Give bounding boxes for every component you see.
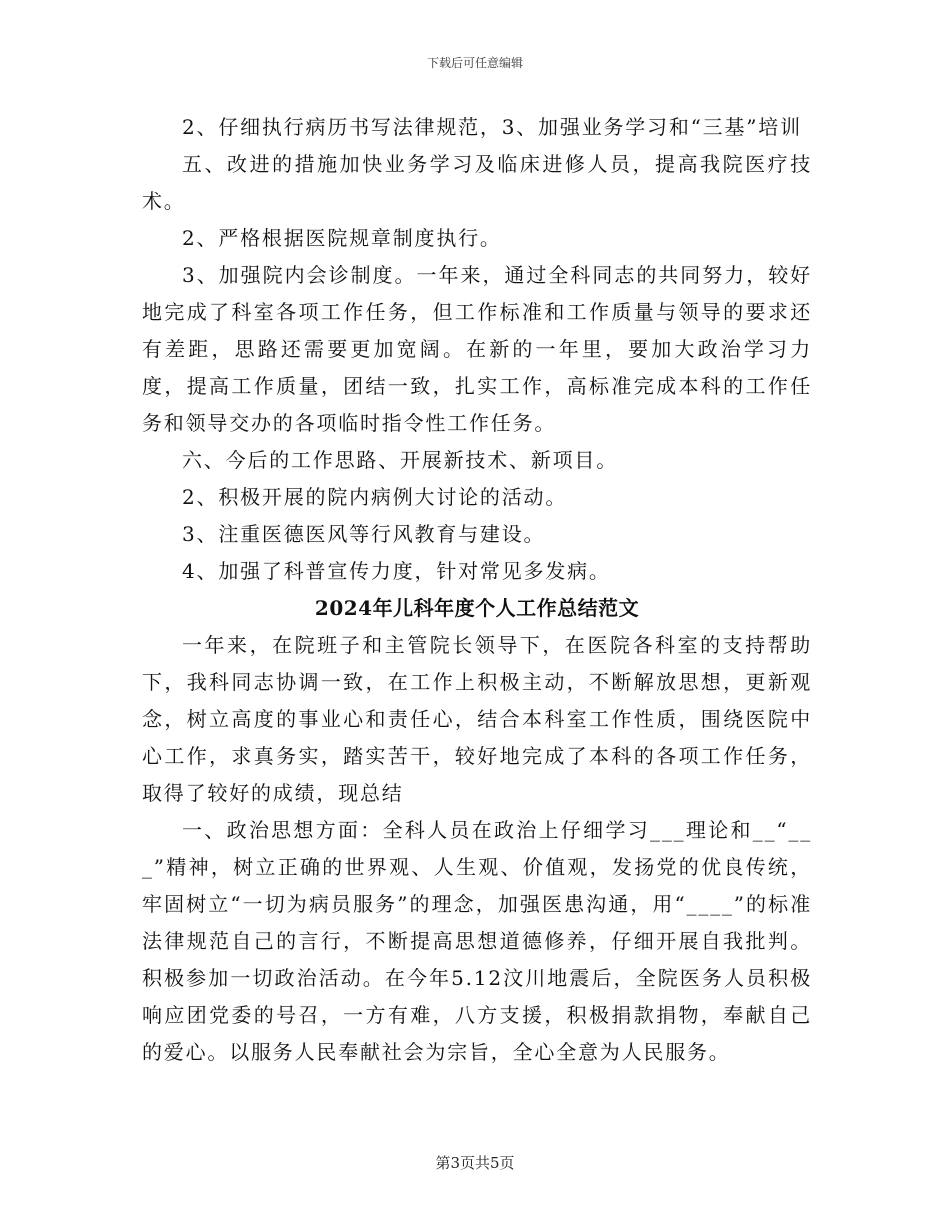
paragraph: 2、严格根据医院规章制度执行。: [182, 226, 502, 250]
paragraph: 3、注重医德医风等行风教育与建设。: [182, 522, 546, 546]
paragraph: 五、改进的措施加快业务学习及临床进修人员，提高我院医疗技术。: [142, 152, 812, 213]
section-title: 2024年儿科年度个人工作总结范文: [314, 596, 640, 620]
document-body: [142, 109, 812, 1071]
paragraph: 2、仔细执行病历书写法律规范，3、加强业务学习和“三基”培训: [182, 115, 802, 139]
paragraph: 4、加强了科普宣传力度，针对常见多发病。: [182, 559, 611, 583]
page-footer: 第3页共5页: [435, 1154, 515, 1172]
paragraph: 3、加强院内会诊制度。一年来，通过全科同志的共同努力，较好地完成了科室各项工作任务，但工作标准和工作质量与领导的要求还有差距，思路还需要更加宽阔。在新的一年里，要加大政治学习力度，提高工作质量，团结一致，扎实工作，高标准完成本科的工作任务和领导交办的各项临时指令性工作任务。: [142, 263, 812, 435]
paragraph: 一、政治思想方面：全科人员在政治上仔细学习___理论和__“___”精神，树立正确的世界观、人生观、价值观，发扬党的优良传统，牢固树立“一切为病员服务”的理念，加强医患沟通，用“____”的标准法律规范自己的言行，不断提高思想道德修养，仔细开展自我批判。积极参加一切政治活动。在今年5.12汶川地震后，全院医务人员积极响应团党委的号召，一方有难，八方支援，积极捐款捐物，奉献自己的爱心。以服务人民奉献社会为宗旨，全心全意为人民服务。: [142, 818, 812, 1064]
page-header: 下载后可任意编辑: [426, 56, 523, 70]
paragraph: 一年来，在院班子和主管院长领导下，在医院各科室的支持帮助下，我科同志协调一致，在工作上积极主动，不断解放思想，更新观念，树立高度的事业心和责任心，结合本科室工作性质，围绕医院中心工作，求真务实，踏实苦干，较好地完成了本科的各项工作任务，取得了较好的成绩，现总结: [142, 633, 812, 805]
paragraph: 六、今后的工作思路、开展新技术、新项目。: [182, 448, 618, 472]
paragraph: 2、积极开展的院内病例大讨论的活动。: [182, 485, 568, 509]
